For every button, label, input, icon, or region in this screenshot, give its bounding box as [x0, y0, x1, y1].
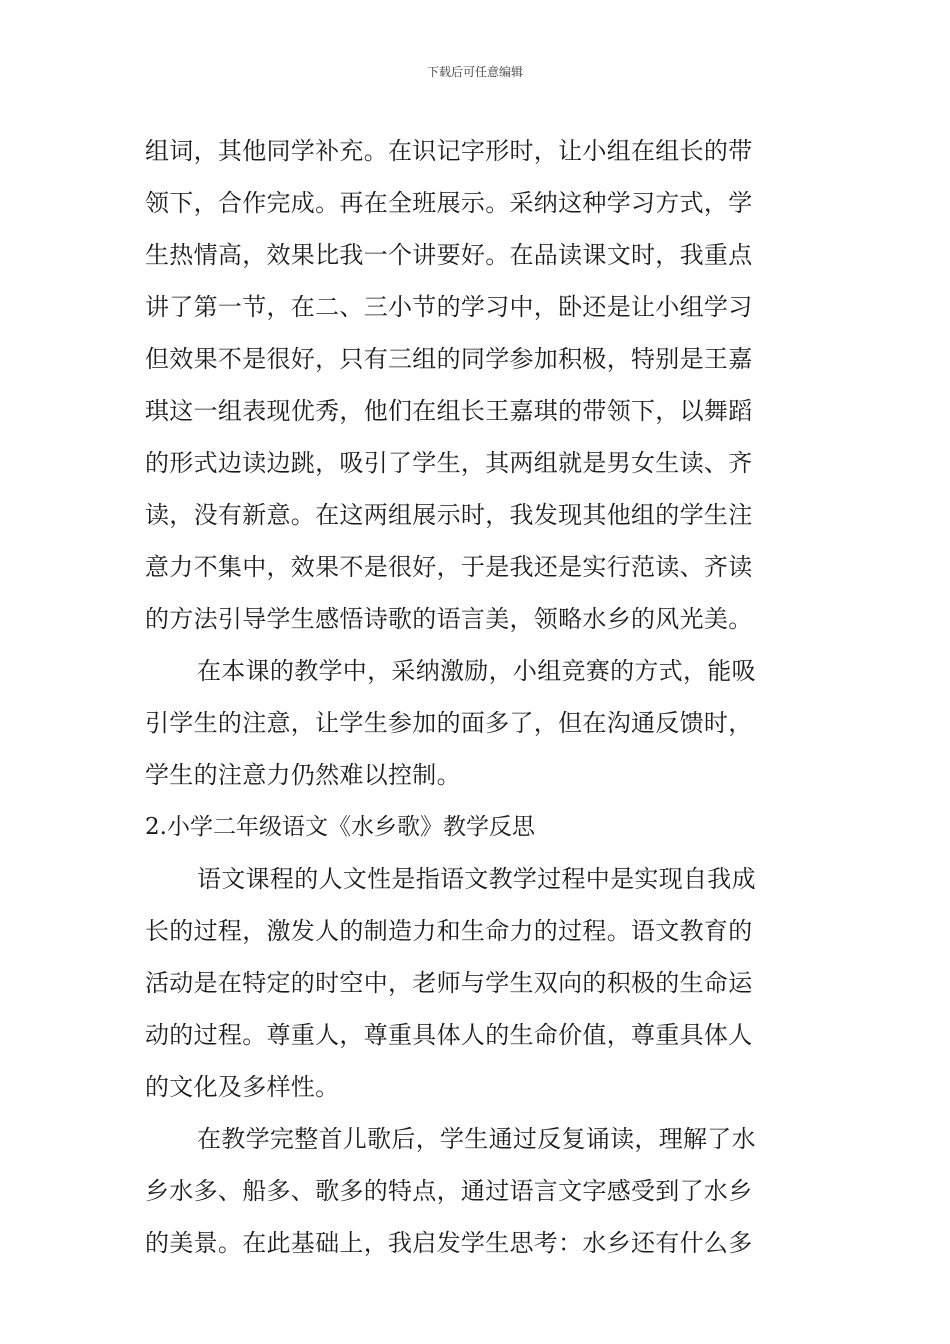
text-line: 长的过程，激发人的制造力和生命力的过程。语文教育的 [145, 917, 753, 945]
text-line: 读，没有新意。在这两组展示时，我发现其他组的学生注 [145, 501, 753, 529]
text-line: 讲了第一节，在二、三小节的学习中，卧还是让小组学习 [145, 293, 753, 321]
text-line: 琪这一组表现优秀，他们在组长王嘉琪的带领下，以舞蹈 [145, 397, 753, 425]
text-line: 语文课程的人文性是指语文教学过程中是实现自我成 [197, 865, 756, 893]
text-line: 学生的注意力仍然难以控制。 [145, 761, 461, 789]
text-line: 引学生的注意，让学生参加的面多了，但在沟通反馈时， [145, 709, 753, 737]
text-line: 在本课的教学中，采纳激励，小组竞赛的方式，能吸 [197, 657, 756, 685]
text-line: 活动是在特定的时空中，老师与学生双向的积极的生命运 [145, 969, 753, 997]
text-line: 生热情高，效果比我一个讲要好。在品读课文时，我重点 [145, 241, 753, 269]
text-line: 但效果不是很好，只有三组的同学参加积极，特别是王嘉 [145, 345, 753, 373]
text-line: 组词，其他同学补充。在识记字形时，让小组在组长的带 [145, 137, 753, 165]
document-body [145, 125, 810, 1269]
text-line: 乡水多、船多、歌多的特点，通过语言文字感受到了水乡 [145, 1177, 753, 1205]
text-line: 动的过程。尊重人，尊重具体人的生命价值，尊重具体人 [145, 1021, 753, 1049]
page-header: 下载后可任意编辑 [426, 65, 523, 79]
text-line: 的美景。在此基础上，我启发学生思考：水乡还有什么多 [145, 1229, 753, 1257]
text-line: 在教学完整首儿歌后，学生通过反复诵读，理解了水 [197, 1125, 756, 1153]
text-line: 意力不集中，效果不是很好，于是我还是实行范读、齐读 [145, 553, 753, 581]
text-line: 领下，合作完成。再在全班展示。采纳这种学习方式，学 [145, 189, 753, 217]
text-line: 的形式边读边跳，吸引了学生，其两组就是男女生读、齐 [145, 449, 753, 477]
section-heading: 2.小学二年级语文《水乡歌》教学反思 [145, 814, 535, 840]
text-line: 的方法引导学生感悟诗歌的语言美，领略水乡的风光美。 [145, 605, 753, 633]
text-line: 的文化及多样性。 [145, 1073, 340, 1101]
